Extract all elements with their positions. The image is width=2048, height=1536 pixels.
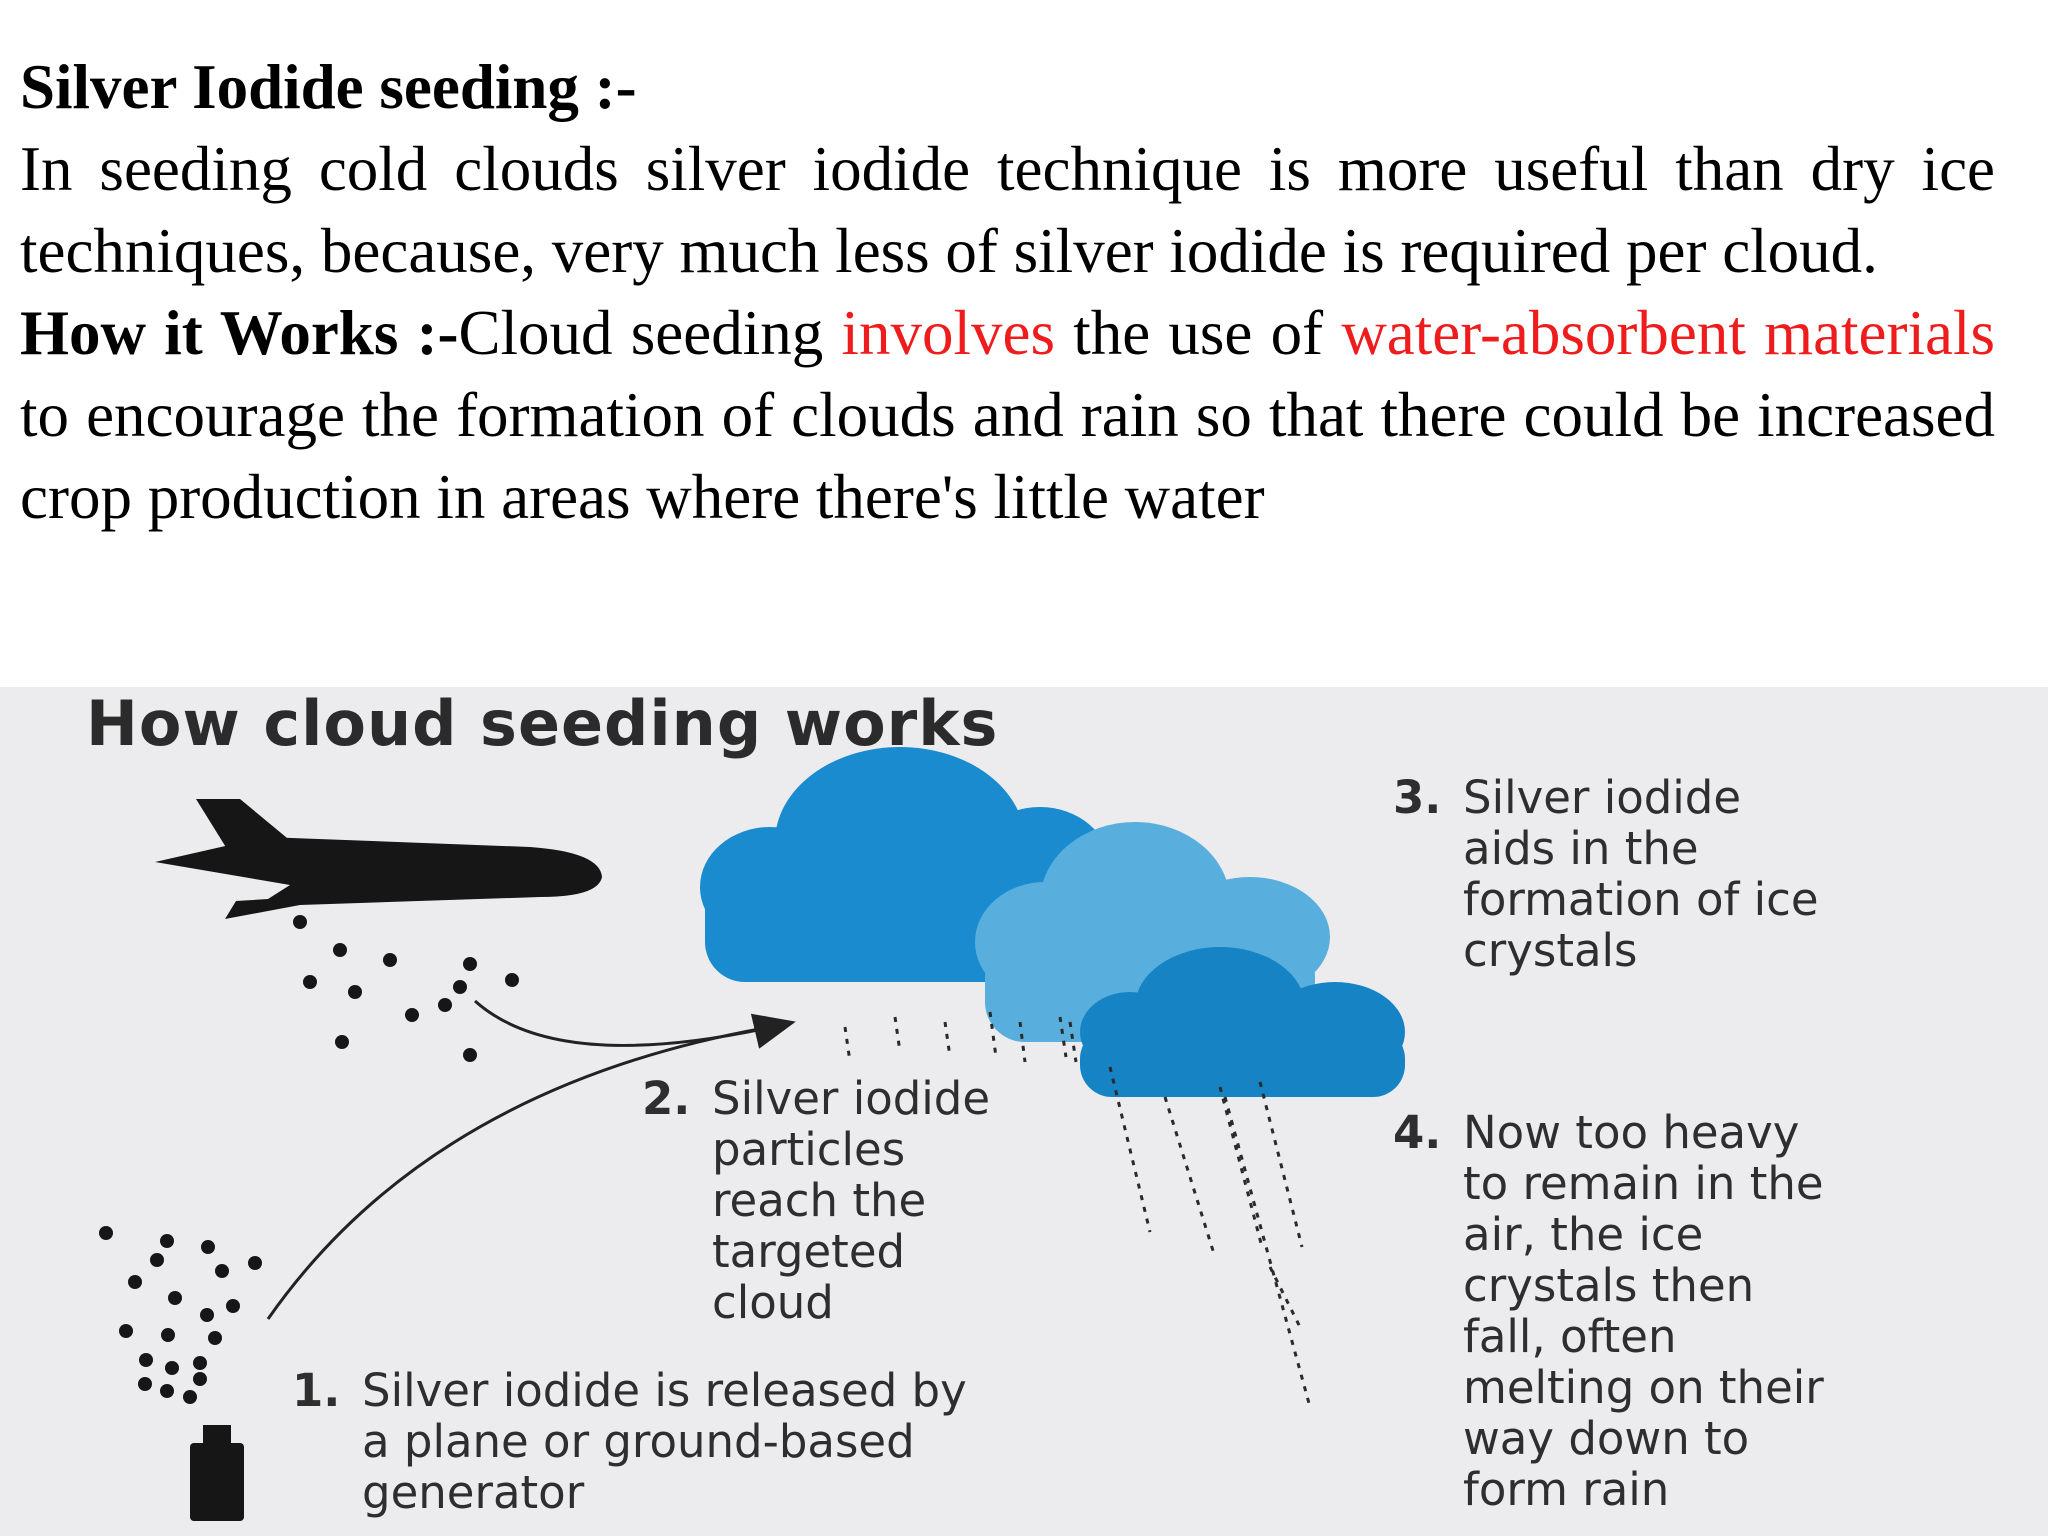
- step-4-line: melting on their: [1463, 1361, 1824, 1414]
- how-it-works-paragraph: [20, 292, 1995, 538]
- how-text-2: the use of: [1054, 298, 1342, 368]
- step-2-text: [642, 1072, 991, 1329]
- step-2-line: cloud: [712, 1276, 834, 1329]
- how-text-1: Cloud seeding: [458, 298, 842, 368]
- step-4-line: to remain in the: [1463, 1157, 1824, 1210]
- step-3-number: 3.: [1393, 771, 1442, 824]
- generator-particles: [99, 1226, 262, 1404]
- step-4-line: form rain: [1463, 1463, 1670, 1516]
- step-4-line: way down to: [1463, 1412, 1750, 1465]
- step-4-line: fall, often: [1463, 1310, 1677, 1363]
- step-3-text: [1393, 771, 1819, 977]
- particle-dot-icon: [293, 915, 519, 1062]
- step-2-line: targeted: [712, 1225, 906, 1278]
- cloud-seeding-figure: [0, 687, 2048, 1536]
- arrow-generator-to-cloud: [268, 1027, 770, 1319]
- step-1-number: 1.: [292, 1364, 341, 1417]
- step-3-line: crystals: [1463, 924, 1638, 977]
- intro-paragraph: [20, 46, 1995, 292]
- step-2-line: Silver iodide: [712, 1072, 991, 1125]
- step-1-line: a plane or ground-based: [362, 1415, 915, 1468]
- section-title: Silver Iodide seeding :-: [20, 52, 637, 122]
- step-1-line: generator: [362, 1466, 585, 1519]
- step-2-number: 2.: [642, 1072, 691, 1125]
- highlight-involves: involves: [841, 298, 1055, 368]
- step-2-line: particles: [712, 1123, 906, 1176]
- intro-body: In seeding cold clouds silver iodide technique is more useful than dry ice techniques, because, very much less of silver iodide is required per cloud.: [20, 134, 1995, 286]
- step-4-line: Now too heavy: [1463, 1106, 1800, 1159]
- step-4-line: air, the ice: [1463, 1208, 1704, 1261]
- how-it-works-label: How it Works :-: [20, 298, 459, 368]
- figure-title: How cloud seeding works: [86, 687, 999, 760]
- step-2-line: reach the: [712, 1174, 927, 1227]
- cloud-icon: [700, 747, 1405, 1097]
- step-1-line: Silver iodide is released by: [362, 1364, 967, 1417]
- step-4-number: 4.: [1393, 1106, 1442, 1159]
- highlight-materials: water-absorbent materials: [1341, 298, 1995, 368]
- how-text-3: to encourage the formation of clouds and rain so that there could be increased crop production in areas where there's little water: [20, 380, 1995, 532]
- step-3-line: formation of ice: [1463, 873, 1819, 926]
- step-4-text: [1393, 1106, 1824, 1516]
- arrow-plane-to-cloud: [475, 1001, 790, 1045]
- generator-icon: [190, 1425, 244, 1521]
- step-3-line: aids in the: [1463, 822, 1699, 875]
- step-4-line: crystals then: [1463, 1259, 1755, 1312]
- text-block: [20, 46, 1995, 538]
- step-1-text: [292, 1364, 967, 1519]
- step-3-line: Silver iodide: [1463, 771, 1742, 824]
- airplane-icon: [155, 799, 602, 919]
